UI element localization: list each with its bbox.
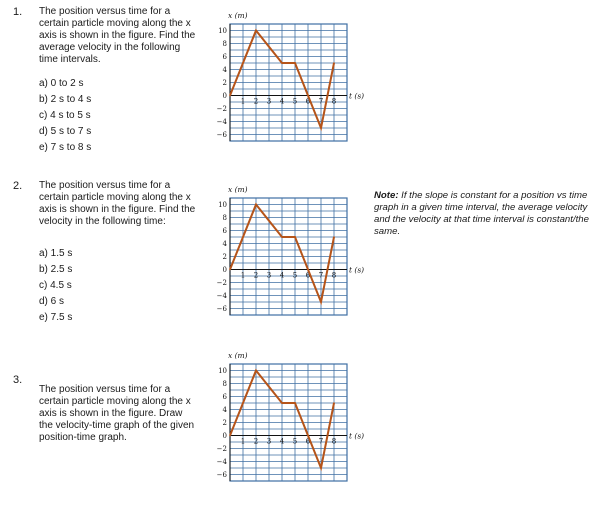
x-tick-label: 4: [279, 437, 285, 446]
data-point: [333, 236, 335, 238]
y-axis-label: x (m): [228, 11, 248, 20]
question-item: a) 0 to 2 s: [39, 78, 84, 89]
y-tick-label: 10: [218, 367, 227, 375]
question-item: d) 5 s to 7 s: [39, 126, 92, 137]
x-tick-label: 6: [305, 97, 311, 106]
x-tick-label: 4: [279, 271, 285, 280]
y-tick-label: 10: [218, 201, 227, 209]
problem-2: [13, 180, 203, 330]
y-tick-label: 0: [222, 92, 227, 100]
problem-number: 3.: [13, 374, 23, 386]
x-tick-label: 5: [292, 97, 298, 106]
y-tick-label: −6: [216, 131, 227, 139]
problem-3: [13, 374, 203, 464]
question-item: d) 6 s: [39, 296, 65, 307]
question-item: e) 7 s to 8 s: [39, 142, 92, 153]
x-tick-label: 1: [240, 97, 246, 106]
data-point: [255, 30, 257, 32]
data-point: [229, 95, 231, 97]
question-list: [39, 76, 91, 156]
x-tick-label: 2: [253, 97, 259, 106]
y-tick-label: 6: [222, 53, 227, 61]
problem-number: 2.: [13, 180, 23, 192]
y-tick-label: −4: [216, 292, 227, 300]
question-item: b) 2.5 s: [39, 264, 73, 275]
problem-statement: The position versus time for a certain particle moving along the x axis is shown in the figure. Find the average velocity in the following time intervals.: [39, 6, 196, 65]
x-tick-label: 6: [305, 437, 311, 446]
problem-number: 1.: [13, 6, 23, 18]
x-tick-label: 3: [266, 437, 272, 446]
data-point: [281, 402, 283, 404]
x-tick-label: 7: [318, 97, 324, 106]
data-point: [229, 435, 231, 437]
x-tick-label: 3: [266, 271, 272, 280]
x-tick-label: 1: [240, 271, 246, 280]
x-tick-label: 1: [240, 437, 246, 446]
data-point: [255, 204, 257, 206]
y-axis-label: x (m): [228, 185, 248, 194]
x-tick-label: 3: [266, 97, 272, 106]
y-tick-label: −6: [216, 471, 227, 479]
y-tick-label: 2: [222, 419, 227, 427]
note: [374, 190, 599, 238]
x-tick-label: 7: [318, 271, 324, 280]
y-tick-label: 2: [222, 253, 227, 261]
y-tick-label: −4: [216, 458, 227, 466]
x-tick-label: 7: [318, 437, 324, 446]
problem-statement: The position versus time for a certain particle moving along the x axis is shown in the figure. Draw the velocity-time graph of the given position-time graph.: [39, 384, 195, 443]
y-tick-label: 4: [222, 406, 227, 414]
y-axis-label: x (m): [228, 351, 248, 360]
data-point: [281, 62, 283, 64]
data-point: [294, 402, 296, 404]
position-time-graph-2: [210, 180, 365, 330]
y-tick-label: 0: [222, 266, 227, 274]
x-tick-label: 8: [331, 97, 337, 106]
y-tick-label: 4: [222, 240, 227, 248]
note-label: Note:: [374, 190, 399, 201]
x-tick-label: 2: [253, 437, 259, 446]
y-tick-label: −4: [216, 118, 227, 126]
y-tick-label: 8: [222, 214, 227, 222]
data-point: [294, 62, 296, 64]
problem-1: [13, 6, 203, 166]
data-point: [320, 467, 322, 469]
y-tick-label: 8: [222, 380, 227, 388]
x-axis-label: t (s): [349, 265, 365, 275]
data-point: [320, 127, 322, 129]
x-tick-label: 8: [331, 437, 337, 446]
y-tick-label: −2: [216, 105, 227, 113]
question-item: a) 1.5 s: [39, 248, 73, 259]
y-tick-label: 10: [218, 27, 227, 35]
x-tick-label: 8: [331, 271, 337, 280]
x-tick-label: 4: [279, 97, 285, 106]
x-tick-label: 2: [253, 271, 259, 280]
data-point: [333, 62, 335, 64]
question-item: b) 2 s to 4 s: [39, 94, 92, 105]
question-item: e) 7.5 s: [39, 312, 73, 323]
y-tick-label: 0: [222, 432, 227, 440]
note-text: If the slope is constant for a position vs time graph in a given time interval, the average velocity and the velocity at that time interval is constant/the same.: [374, 190, 589, 237]
x-tick-label: 5: [292, 271, 298, 280]
y-tick-label: 2: [222, 79, 227, 87]
data-point: [333, 402, 335, 404]
y-tick-label: 4: [222, 66, 227, 74]
question-item: c) 4.5 s: [39, 280, 72, 291]
problem-statement: The position versus time for a certain particle moving along the x axis is shown in the figure. Find the velocity in the following time:: [39, 180, 196, 227]
data-point: [229, 269, 231, 271]
y-tick-label: −2: [216, 445, 227, 453]
question-list: [39, 246, 72, 326]
x-tick-label: 5: [292, 437, 298, 446]
y-tick-label: −2: [216, 279, 227, 287]
position-time-graph-1: [210, 6, 365, 156]
data-point: [255, 370, 257, 372]
x-tick-label: 6: [305, 271, 311, 280]
data-point: [294, 236, 296, 238]
x-axis-label: t (s): [349, 91, 365, 101]
position-time-graph-3: [210, 346, 365, 496]
x-axis-label: t (s): [349, 431, 365, 441]
y-tick-label: 8: [222, 40, 227, 48]
question-item: c) 4 s to 5 s: [39, 110, 91, 121]
y-tick-label: 6: [222, 393, 227, 401]
y-tick-label: −6: [216, 305, 227, 313]
data-point: [320, 301, 322, 303]
y-tick-label: 6: [222, 227, 227, 235]
data-point: [281, 236, 283, 238]
